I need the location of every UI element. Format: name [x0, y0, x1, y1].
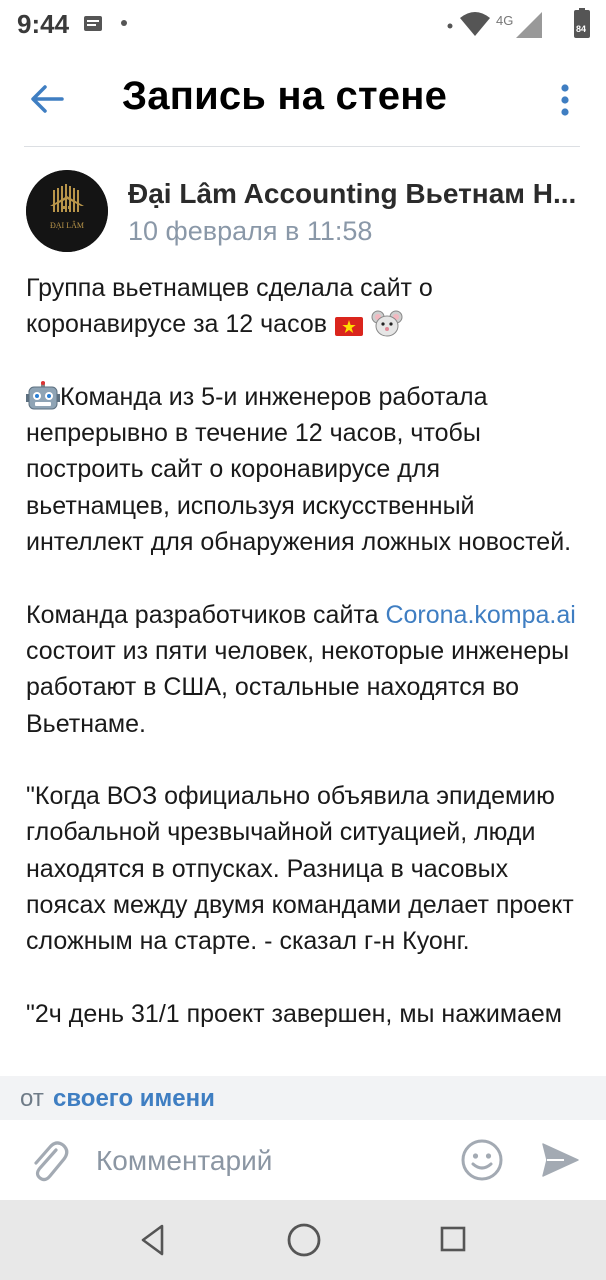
mouse-face-icon	[371, 308, 403, 338]
author-name[interactable]: Đại Lâm Accounting Вьетнам Н...	[128, 178, 577, 209]
nav-back-icon[interactable]	[138, 1222, 168, 1258]
status-time: 9:44	[17, 9, 70, 39]
svg-text:ĐẠI LÂM: ĐẠI LÂM	[50, 221, 84, 230]
wifi-icon	[460, 12, 490, 36]
vietnam-flag-icon	[334, 314, 364, 338]
system-nav-bar	[0, 1200, 606, 1280]
post-paragraph	[26, 778, 582, 959]
comment-author-bar	[0, 1076, 606, 1120]
app-header	[0, 50, 606, 148]
robot-face-icon	[26, 381, 60, 411]
post-paragraph-text: состоит из пяти человек, некоторые инженеры работают в США, остальные находятся во Вьетнаме.	[26, 636, 570, 738]
paperclip-icon[interactable]	[26, 1136, 70, 1184]
notification-dot-icon	[121, 20, 127, 26]
post-author	[26, 170, 586, 254]
page-title: Запись на стене	[122, 74, 448, 118]
status-bar	[0, 0, 606, 50]
cell-signal-icon	[516, 12, 542, 38]
post-paragraph	[26, 597, 582, 742]
status-icons	[446, 8, 596, 40]
send-icon[interactable]	[540, 1140, 580, 1180]
avatar[interactable]	[26, 170, 108, 252]
post-link[interactable]: Corona.kompa.ai	[385, 600, 576, 629]
smiley-icon[interactable]	[460, 1138, 504, 1182]
group-logo	[26, 170, 108, 252]
nav-recents-icon[interactable]	[440, 1226, 466, 1252]
comment-from-selector[interactable]: своего имени	[53, 1085, 215, 1112]
comment-composer	[0, 1120, 606, 1200]
battery-level: 84	[576, 24, 587, 34]
post-body	[26, 270, 582, 1076]
comment-from-prefix: от	[20, 1085, 44, 1112]
post-paragraph	[26, 996, 582, 1032]
post-date: 10 февраля в 11:58	[128, 216, 373, 246]
network-type: 4G	[496, 13, 514, 28]
post-paragraph-text: Группа вьетнамцев сделала сайт о коронавирусе за 12 часов	[26, 274, 433, 339]
post-paragraph-text: Команда из 5-и инженеров работала непрерывно в течение 12 часов, чтобы построить сайт о коронавирусе для вьетнамцев, используя искусственный интеллект для обнаружения ложных новостей.	[26, 382, 572, 557]
post-paragraph-text: Команда разработчиков сайта	[26, 600, 386, 629]
post-paragraph	[26, 270, 582, 343]
header-divider	[24, 146, 580, 147]
more-vertical-icon[interactable]	[550, 80, 580, 120]
post-paragraph-text: "Когда ВОЗ официально объявила эпидемию глобальной чрезвычайной ситуацией, люди находятся в отпусках. Разница в часовых поясах между двумя командами делает проект сложным на старте. - сказал г-н Куонг.	[26, 782, 574, 956]
nav-home-icon[interactable]	[286, 1222, 322, 1258]
comment-input[interactable]	[96, 1140, 436, 1182]
post-paragraph-text: "2ч день 31/1 проект завершен, мы нажимаем	[26, 999, 562, 1028]
message-notification-icon	[83, 14, 103, 34]
post-paragraph	[26, 379, 582, 560]
arrow-left-icon[interactable]	[26, 78, 68, 120]
signal-dot-icon	[448, 24, 453, 29]
